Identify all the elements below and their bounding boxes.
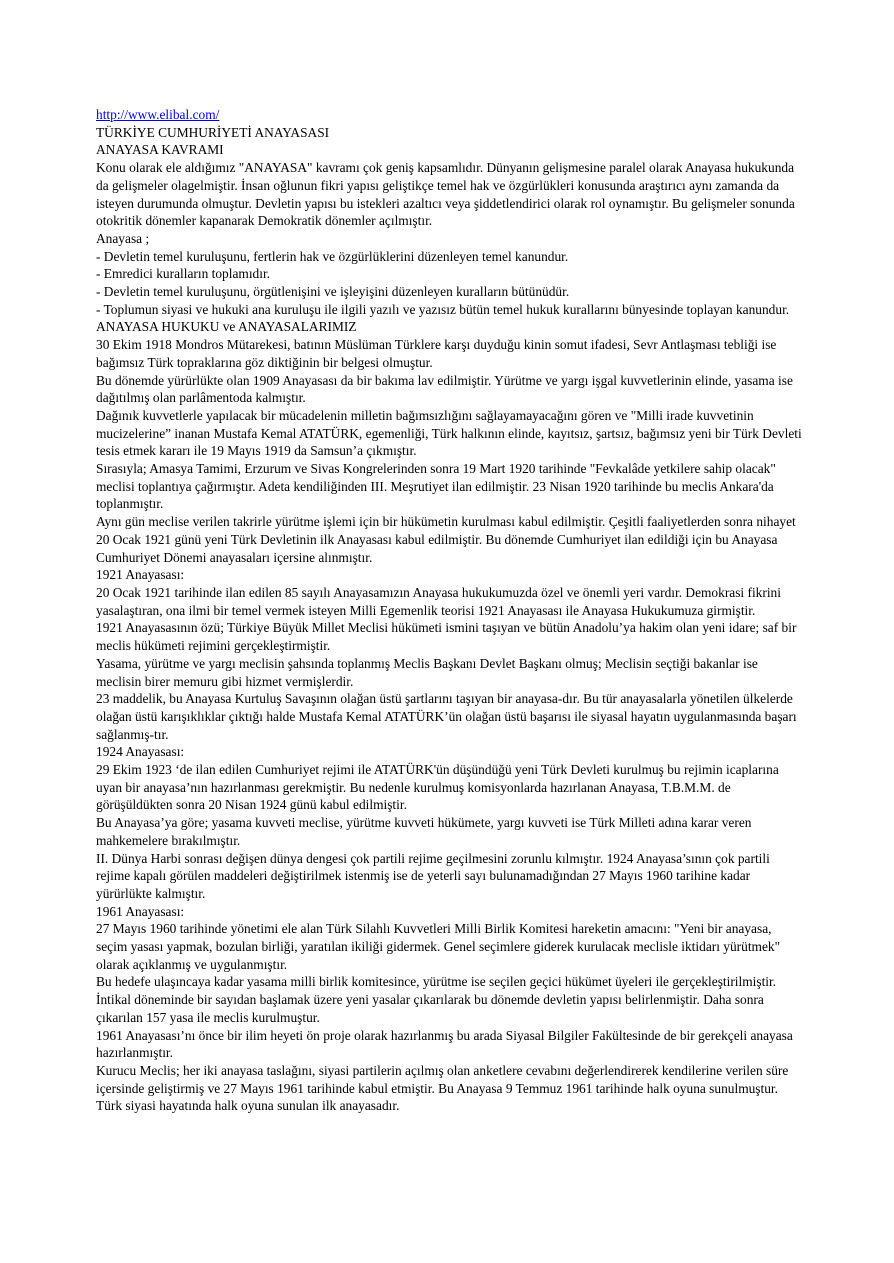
paragraph: Kurucu Meclis; her iki anayasa taslağını, siyasi partilerin açılmış olan anketlere cevabını değerlendirerek kendilerine verilen süre içersinde geliştirmiş ve 27 Mayıs 1961 tarihinde kabul etmiştir. Bu Anayasa 9 Temmuz 1961 tarihinde halk oyuna sunulmuştur. Türk siyasi hayatında halk oyuna sunulan ilk anayasadır. — [96, 1062, 789, 1114]
paragraph: 30 Ekim 1918 Mondros Mütarekesi, batının Müslüman Türklere karşı duyduğu kinin somut ifadesi, Sevr Antlaşması tebliği ise bağımsız Türk topraklarına göz diktiğinin bir belgesi olmuştur. — [96, 337, 777, 370]
section-heading: ANAYASA KAVRAMI — [96, 142, 224, 158]
paragraph: Anayasa ; — [96, 230, 150, 246]
document-page — [96, 106, 802, 1115]
source-link[interactable]: http://www.elibal.com/ — [96, 107, 220, 122]
paragraph: II. Dünya Harbi sonrası değişen dünya dengesi çok partili rejime geçilmesini zorunlu kılmıştır. 1924 Anayasa’sının çok partili rejime kapalı görülen maddeleri değiştirilmek istenmiş ise de yeterli sayı bulunamadığından 27 Mayıs 1960 tarihine kadar yürürlükte kalmıştır. — [96, 850, 770, 901]
paragraph: Konu olarak ele aldığımız "ANAYASA" kavramı çok geniş kapsamlıdır. Dünyanın gelişmesine paralel olarak Anayasa hukukunda da gelişmeler olagelmiştir. İnsan oğlunun fikri yapısı geliştikçe temel hak ve özgürlükleri konusunda araştırıcı aynı zamanda da isteyen durumunda olmuştur. Devletin yapısı bu istekleri azaltıcı veya şiddetlendirici olarak rol oynamıştır. Bu gelişmeler sonunda otokritik dönemler kapanarak Demokratik dönemler açılmıştır. — [96, 160, 795, 229]
source-link-line — [96, 106, 802, 124]
paragraph: 29 Ekim 1923 ‘de ilan edilen Cumhuriyet rejimi ile ATATÜRK'ün düşündüğü yeni Türk Devleti kurulmuş bu rejimin icaplarına uyan bir anayasa’nın hazırlanması gerekmiştir. Bu nedenle kurulmuş komisyonlarda hazırlanan Anayasa, T.B.M.M. de görüşüldükten sonra 20 Nisan 1924 günü kabul edilmiştir. — [96, 762, 779, 813]
paragraph: Sırasıyla; Amasya Tamimi, Erzurum ve Sivas Kongrelerinden sonra 19 Mart 1920 tarihinde "Fevkalâde yetkilere sahip olacak" meclisi toplantıya çağırmıştır. Adeta kendiliğinden III. Meşrutiyet ilan edilmiştir. 23 Nisan 1920 tarihinde bu meclis Ankara'da toplanmıştır. — [96, 461, 776, 512]
paragraph: Dağınık kuvvetlerle yapılacak bir mücadelenin milletin bağımsızlığını sağlayamayacağını gören ve "Milli irade kuvvetinin mucizelerine” inanan Mustafa Kemal ATATÜRK, egemenliği, Türk halkının elinde, kayıtsız, şartsız, bağımsız yeni bir Türk Devleti tesis etmek kararı ile 19 Mayıs 1919 da Samsun’a çıkmıştır. — [96, 407, 802, 459]
paragraph: Bu Anayasa’ya göre; yasama kuvveti meclise, yürütme kuvveti hükümete, yargı kuvveti ise Türk Milleti adına karar veren mahkemelere bırakılmıştır. — [96, 815, 752, 848]
subsection-heading: 1924 Anayasası: — [96, 744, 185, 760]
paragraph: 1921 Anayasasının özü; Türkiye Büyük Millet Meclisi hükümeti ismini taşıyan ve bütün Anadolu’ya hakim olan yeni idare; saf bir meclis hükümeti rejimini gerçekleştirmiştir. — [96, 620, 797, 654]
subsection-heading: 1961 Anayasası: — [96, 903, 185, 919]
paragraph: Bu hedefe ulaşıncaya kadar yasama milli birlik komitesince, yürütme ise seçilen geçici hükümet üyeleri ile gerçekleştirilmiştir. — [96, 974, 777, 990]
paragraph: Yasama, yürütme ve yargı meclisin şahsında toplanmış Meclis Başkanı Devlet Başkanı olmuş; Meclisin seçtiği bakanlar ise meclisin birer memuru gibi hizmet vermişlerdir. — [96, 655, 758, 689]
paragraph: İntikal döneminde bir sayıdan başlamak üzere yeni yasalar çıkarılarak bu dönemde devletin yapısı belirlenmiştir. Daha sonra çıkarılan 157 yasa ile meclis kurulmuştur. — [96, 992, 764, 1025]
list-item: - Toplumun siyasi ve hukuki ana kuruluşu ile ilgili yazılı ve yazısız bütün temel hukuk kurallarını bünyesinde toplayan kanundur. — [96, 301, 790, 317]
paragraph: 27 Mayıs 1960 tarihinde yönetimi ele alan Türk Silahlı Kuvvetleri Milli Birlik Komitesi hareketin amacını: "Yeni bir anayasa, seçim yasası yapmak, bozulan birliği, yaratılan ikiliği gidermek. Genel seçimlere giderek kurulacak meclisle iktidarı yürütmek" olarak açıklanmış ve uygulanmıştır. — [96, 921, 781, 972]
list-item: - Devletin temel kuruluşunu, örgütlenişini ve işleyişini düzenleyen kuralların bütünüdür. — [96, 284, 570, 300]
paragraph: Aynı gün meclise verilen takrirle yürütme işlemi için bir hükümetin kurulması kabul edilmiştir. Çeşitli faaliyetlerden sonra nihayet 20 Ocak 1921 günü yeni Türk Devletinin ilk Anayasası kabul edilmiştir. Bu dönemde Cumhuriyet ilan edildiği için bu Anayasa Cumhuriyet Dönemi anayasaları içersine alınmıştır. — [96, 514, 796, 565]
document-title: TÜRKİYE CUMHURİYETİ ANAYASASI — [96, 124, 330, 140]
list-item: - Emredici kuralların toplamıdır. — [96, 266, 271, 282]
paragraph: Bu dönemde yürürlükte olan 1909 Anayasası da bir bakıma lav edilmiştir. Yürütme ve yargı işgal kuvvetlerinin elinde, yasama ise dağıtılmış olan parlâmentoda kalmıştır. — [96, 372, 793, 406]
subsection-heading: 1921 Anayasası: — [96, 567, 185, 583]
section-heading: ANAYASA HUKUKU ve ANAYASALARIMIZ — [96, 319, 357, 335]
paragraph: 1961 Anayasası’nı önce bir ilim heyeti ön proje olarak hazırlanmış bu arada Siyasal Bilgiler Fakültesinde de bir gerekçeli anayasa hazırlanmıştır. — [96, 1027, 793, 1061]
paragraph: 23 maddelik, bu Anayasa Kurtuluş Savaşının olağan üstü şartlarını taşıyan bir anayasa-dır. Bu tür anayasalarla yönetilen ülkelerde olağan üstü karışıklıklar çıktığı halde Mustafa Kemal ATATÜRK’ün olağan üstü başarısı ile siyasal hayatın uygulanmasında başarı sağlanmış-tır. — [96, 691, 797, 742]
paragraph: 20 Ocak 1921 tarihinde ilan edilen 85 sayılı Anayasamızın Anayasa hukukumuzda özel ve önemli yeri vardır. Demokrasi fikrini yasalaştıran, ona ilmi bir temel vermek isteyen Milli Egemenlik teorisi 1921 Anayasası ile Anayasa Hukukumuza girmiştir. — [96, 584, 781, 618]
list-item: - Devletin temel kuruluşunu, fertlerin hak ve özgürlüklerini düzenleyen temel kanundur. — [96, 248, 569, 264]
